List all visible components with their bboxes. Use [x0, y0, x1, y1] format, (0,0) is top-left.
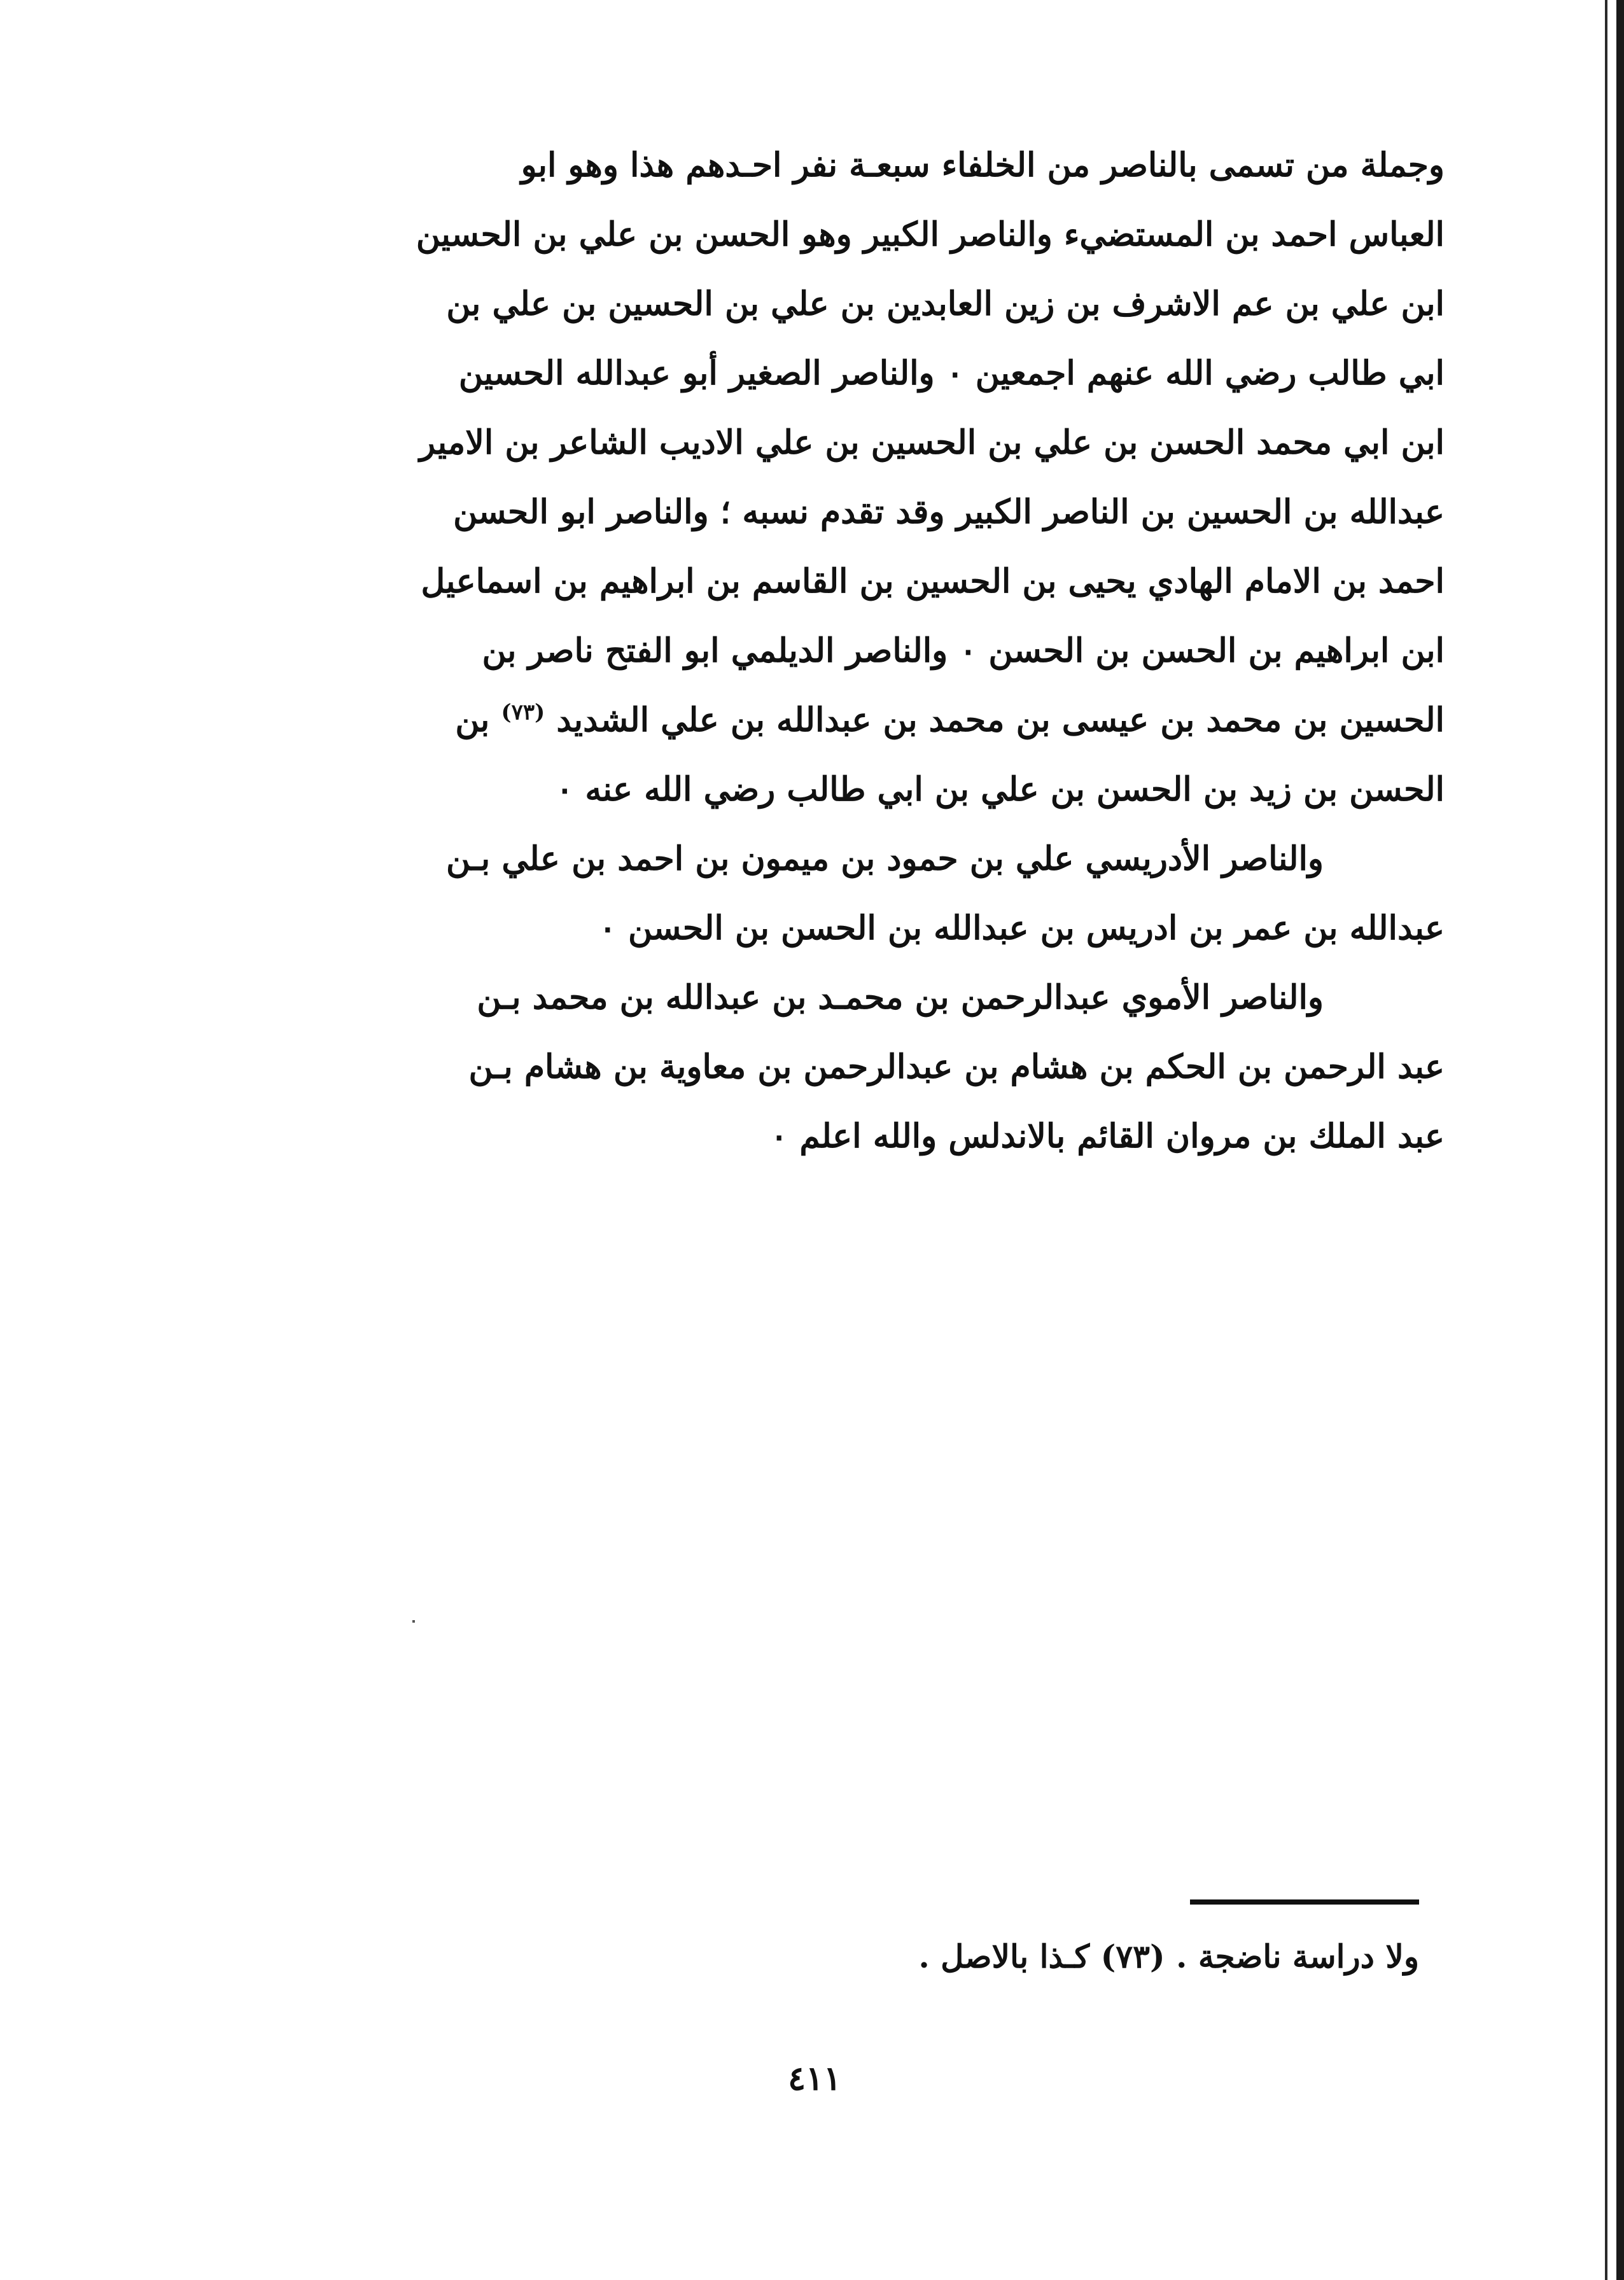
text-line: ابن ابراهيم بن الحسن بن الحسن ٠ والناصر الديلمي ابو الفتح ناصر بن — [482, 631, 1445, 670]
text-line: والناصر الأدريسي علي بن حمود بن ميمون بن احمد بن علي بـن — [445, 839, 1324, 878]
text-line: ابن ابي محمد الحسن بن علي بن الحسين بن علي الاديب الشاعر بن الامير — [419, 423, 1445, 462]
page-number: ٤١١ — [788, 2059, 841, 2098]
text-line: العباس احمد بن المستضيء والناصر الكبير وهو الحسن بن علي بن الحسين — [416, 215, 1445, 254]
text-line: عبدالله بن عمر بن ادريس بن عبدالله بن الحسن بن الحسن ٠ — [598, 909, 1445, 948]
text-line: عبد الملك بن مروان القائم بالاندلس والله اعلم ٠ — [770, 1117, 1445, 1156]
line-text-trail: بن — [455, 701, 490, 739]
text-line: احمد بن الامام الهادي يحيى بن الحسين بن القاسم بن ابراهيم بن اسماعيل — [421, 562, 1445, 601]
page-edge-line — [1605, 0, 1607, 2280]
footnote-separator — [1190, 1899, 1419, 1905]
text-line: وجملة من تسمى بالناصر من الخلفاء سبعـة نفر احـدهم هذا وهو ابو — [521, 146, 1445, 185]
scan-edge-shadow — [1616, 0, 1624, 2280]
text-line: الحسن بن زيد بن الحسن بن علي بن ابي طالب رضي الله عنه ٠ — [556, 770, 1445, 809]
text-line: والناصر الأموي عبدالرحمن بن محمـد بن عبدالله بن محمد بـن — [477, 978, 1324, 1017]
text-line: عبدالله بن الحسين بن الناصر الكبير وقد تقدم نسبه ؛ والناصر ابو الحسن — [453, 493, 1445, 531]
body-text — [280, 130, 1445, 1171]
line-text: الحسين بن محمد بن عيسى بن محمد بن عبدالله بن علي الشديد — [556, 701, 1445, 739]
text-line — [280, 685, 1445, 755]
footnote: ولا دراسة ناضجة . (٧٣) كـذا بالاصل . — [918, 1938, 1419, 1975]
text-line: ابي طالب رضي الله عنهم اجمعين ٠ والناصر الصغير أبو عبدالله الحسين — [458, 354, 1445, 393]
text-line: ابن علي بن عم الاشرف بن زين العابدين بن علي بن الحسين بن علي بن — [446, 284, 1445, 323]
footnote-reference: (٧٣) — [501, 699, 545, 725]
text-line: عبد الرحمن بن الحكم بن هشام بن عبدالرحمن بن معاوية بن هشام بـن — [468, 1047, 1445, 1086]
scan-speck — [412, 1620, 415, 1623]
